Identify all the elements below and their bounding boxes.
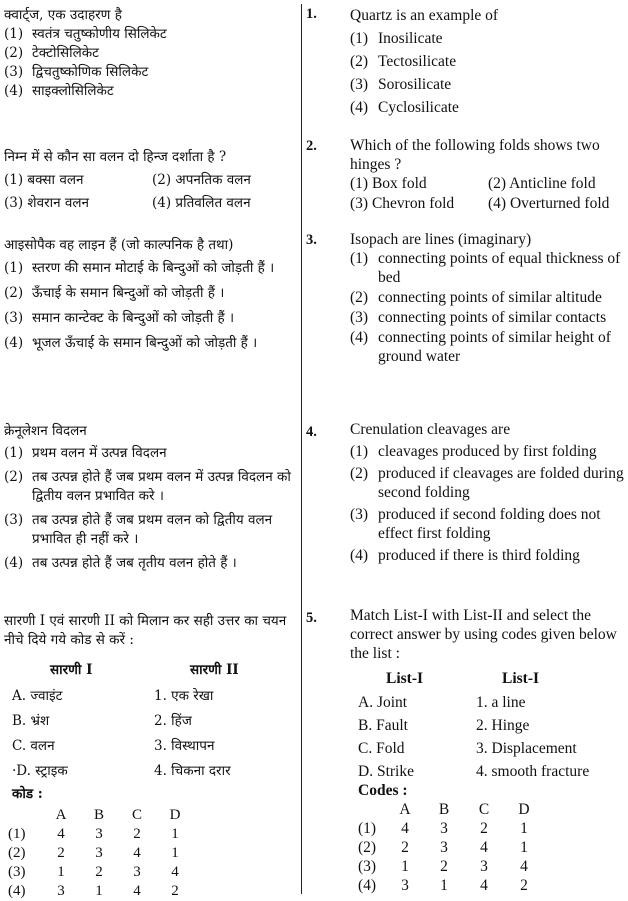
option-3[interactable]: (3) शेवरान वलन: [4, 195, 90, 211]
question-stem: सारणी I एवं सारणी II को मिलान कर सही उत्तर का चयन नीचे दिये गये कोड से करें :: [4, 613, 287, 648]
option-2[interactable]: (2) तब उत्पन्न होते हैं जब प्रथम वलन में उत्पन्न विदलन को द्वितीय वलन प्रभावित करे ।: [4, 469, 291, 504]
code-option-1[interactable]: (1) 4 3 2 1: [358, 819, 528, 837]
list1-heading: List-I: [386, 670, 424, 687]
english-question-5: [350, 606, 626, 663]
option-1[interactable]: (1) connecting points of equal thickness of bed: [350, 250, 621, 286]
list2-item-2: 2. हिंज: [154, 713, 192, 729]
codes-header: C: [131, 807, 142, 823]
hindi-question-3: [4, 236, 300, 353]
question-stem: क्वार्ट्ज, एक उदाहरण है: [4, 7, 122, 23]
list1-item-b: B. Fault: [358, 717, 408, 734]
question-stem: Match List-I with List-II and select the correct answer by using codes given below the list :: [350, 607, 617, 662]
code-option-2[interactable]: (2) 2 3 4 1: [8, 845, 179, 861]
codes-table: [8, 806, 194, 901]
hindi-question-5: [4, 612, 300, 650]
option-1[interactable]: (1) स्वतंत्र चतुष्कोणीय सिलिकेट: [4, 26, 167, 42]
option-1[interactable]: (1) बक्सा वलन: [4, 172, 84, 188]
codes-label: Codes :: [358, 782, 408, 799]
list1-item-d: D. Strike: [358, 763, 414, 780]
codes-header: D: [169, 807, 181, 823]
codes-header: A: [399, 800, 411, 818]
codes-header-row: [358, 800, 544, 819]
codes-header: C: [478, 800, 490, 818]
list2-item-3: 3. विस्थापन: [154, 738, 215, 754]
option-2[interactable]: (2) Tectosilicate: [350, 53, 457, 70]
hindi-question-1: [4, 6, 300, 101]
question-number: 4.: [306, 424, 317, 440]
option-2[interactable]: (2) Anticline fold: [488, 175, 596, 192]
option-4[interactable]: (4) तब उत्पन्न होते हैं जब तृतीय वलन होते हैं ।: [4, 555, 237, 571]
list2-item-2: 2. Hinge: [476, 717, 530, 734]
question-number: 3.: [306, 232, 317, 248]
option-3[interactable]: (3) connecting points of similar contacts: [350, 309, 607, 326]
codes-table: [358, 800, 544, 895]
question-stem: Crenulation cleavages are: [350, 421, 511, 438]
option-3[interactable]: (3) Sorosilicate: [350, 76, 452, 93]
option-1[interactable]: (1) Box fold: [350, 175, 427, 192]
option-4[interactable]: (4) Overturned fold: [488, 195, 610, 212]
option-4[interactable]: (4) connecting points of similar height of ground water: [350, 329, 611, 365]
question-stem: Isopach are lines (imaginary): [350, 231, 532, 248]
option-4[interactable]: (4) Cyclosilicate: [350, 99, 459, 116]
codes-header-row: [8, 806, 194, 825]
question-number: 5.: [306, 610, 317, 626]
option-3[interactable]: (3) produced if second folding does not effect first folding: [350, 506, 601, 542]
option-2[interactable]: (2) connecting points of similar altitude: [350, 289, 602, 306]
column-divider: [301, 4, 302, 894]
question-stem: आइसोपैक वह लाइन हैं (जो काल्पनिक है तथा): [4, 237, 234, 253]
list2-item-1: 1. एक रेखा: [154, 688, 214, 704]
option-3[interactable]: (3) समान कान्टेक्ट के बिन्दुओं को जोड़ती हैं ।: [4, 310, 235, 326]
option-3[interactable]: (3) द्विचतुष्कोणिक सिलिकेट: [4, 64, 149, 80]
english-question-2: [350, 136, 626, 213]
list2-item-4: 4. चिकना दरार: [154, 763, 231, 779]
code-option-2[interactable]: (2) 2 3 4 1: [358, 838, 528, 856]
question-stem: Which of the following folds shows two hinges ?: [350, 137, 600, 173]
list1-item-d: ·D. स्ट्राइक: [12, 763, 68, 779]
list2-item-4: 4. smooth fracture: [476, 763, 590, 780]
codes-header: B: [93, 807, 104, 823]
option-4[interactable]: (4) produced if there is third folding: [350, 547, 580, 564]
option-2[interactable]: (2) अपनतिक वलन: [152, 172, 251, 188]
list2-heading: सारणी II: [190, 662, 239, 678]
codes-header: B: [438, 800, 450, 818]
list1-item-a: A. Joint: [358, 694, 408, 711]
list1-item-c: C. वलन: [12, 738, 55, 754]
list2-item-1: 1. a line: [476, 694, 526, 711]
hindi-question-4: [4, 422, 300, 573]
option-4[interactable]: (4) प्रतिवलित वलन: [152, 195, 251, 211]
code-option-4[interactable]: (4) 3 1 4 2: [358, 876, 528, 894]
option-1[interactable]: (1) cleavages produced by first folding: [350, 443, 597, 460]
english-question-3: [350, 230, 626, 366]
option-4[interactable]: (4) साइक्लोसिलिकेट: [4, 83, 114, 99]
option-3[interactable]: (3) तब उत्पन्न होते हैं जब प्रथम वलन को द्वितीय वलन प्रभावित ही नहीं करे ।: [4, 512, 273, 547]
question-stem: निम्न में से कौन सा वलन दो हिन्ज दर्शाता है ?: [4, 149, 227, 165]
code-option-4[interactable]: (4) 3 1 4 2: [8, 883, 179, 899]
list2-item-3: 3. Displacement: [476, 740, 577, 757]
option-2[interactable]: (2) produced if cleavages are folded during second folding: [350, 465, 624, 501]
hindi-question-2: [4, 148, 300, 213]
list1-heading: सारणी I: [50, 662, 93, 678]
codes-header: D: [518, 800, 530, 818]
english-question-1: [350, 6, 626, 117]
english-question-4: [350, 420, 626, 565]
codes-header: A: [55, 807, 67, 823]
code-option-3[interactable]: (3) 1 2 3 4: [8, 864, 179, 880]
option-2[interactable]: (2) टेक्टोसिलिकेट: [4, 45, 99, 61]
question-stem: क्रेनूलेशन विदलन: [4, 423, 87, 439]
option-1[interactable]: (1) प्रथम वलन में उत्पन्न विदलन: [4, 445, 167, 461]
option-4[interactable]: (4) भूजल ऊँचाई के समान बिन्दुओं को जोड़ती हैं ।: [4, 335, 258, 351]
list1-item-a: A. ज्वाइंट: [12, 688, 63, 704]
list2-heading: List-I: [502, 670, 540, 687]
question-stem: Quartz is an example of: [350, 7, 499, 24]
code-option-1[interactable]: (1) 4 3 2 1: [8, 826, 179, 842]
option-1[interactable]: (1) Inosilicate: [350, 30, 443, 47]
codes-label: कोड :: [12, 786, 43, 802]
question-number: 1.: [306, 6, 317, 22]
option-1[interactable]: (1) स्तरण की समान मोटाई के बिन्दुओं को जोड़ती हैं ।: [4, 260, 275, 276]
list1-item-c: C. Fold: [358, 740, 405, 757]
option-2[interactable]: (2) ऊँचाई के समान बिन्दुओं को जोड़ती हैं ।: [4, 285, 225, 301]
question-number: 2.: [306, 138, 317, 154]
list1-item-b: B. भ्रंश: [12, 713, 50, 729]
option-3[interactable]: (3) Chevron fold: [350, 195, 455, 212]
code-option-3[interactable]: (3) 1 2 3 4: [358, 857, 528, 875]
